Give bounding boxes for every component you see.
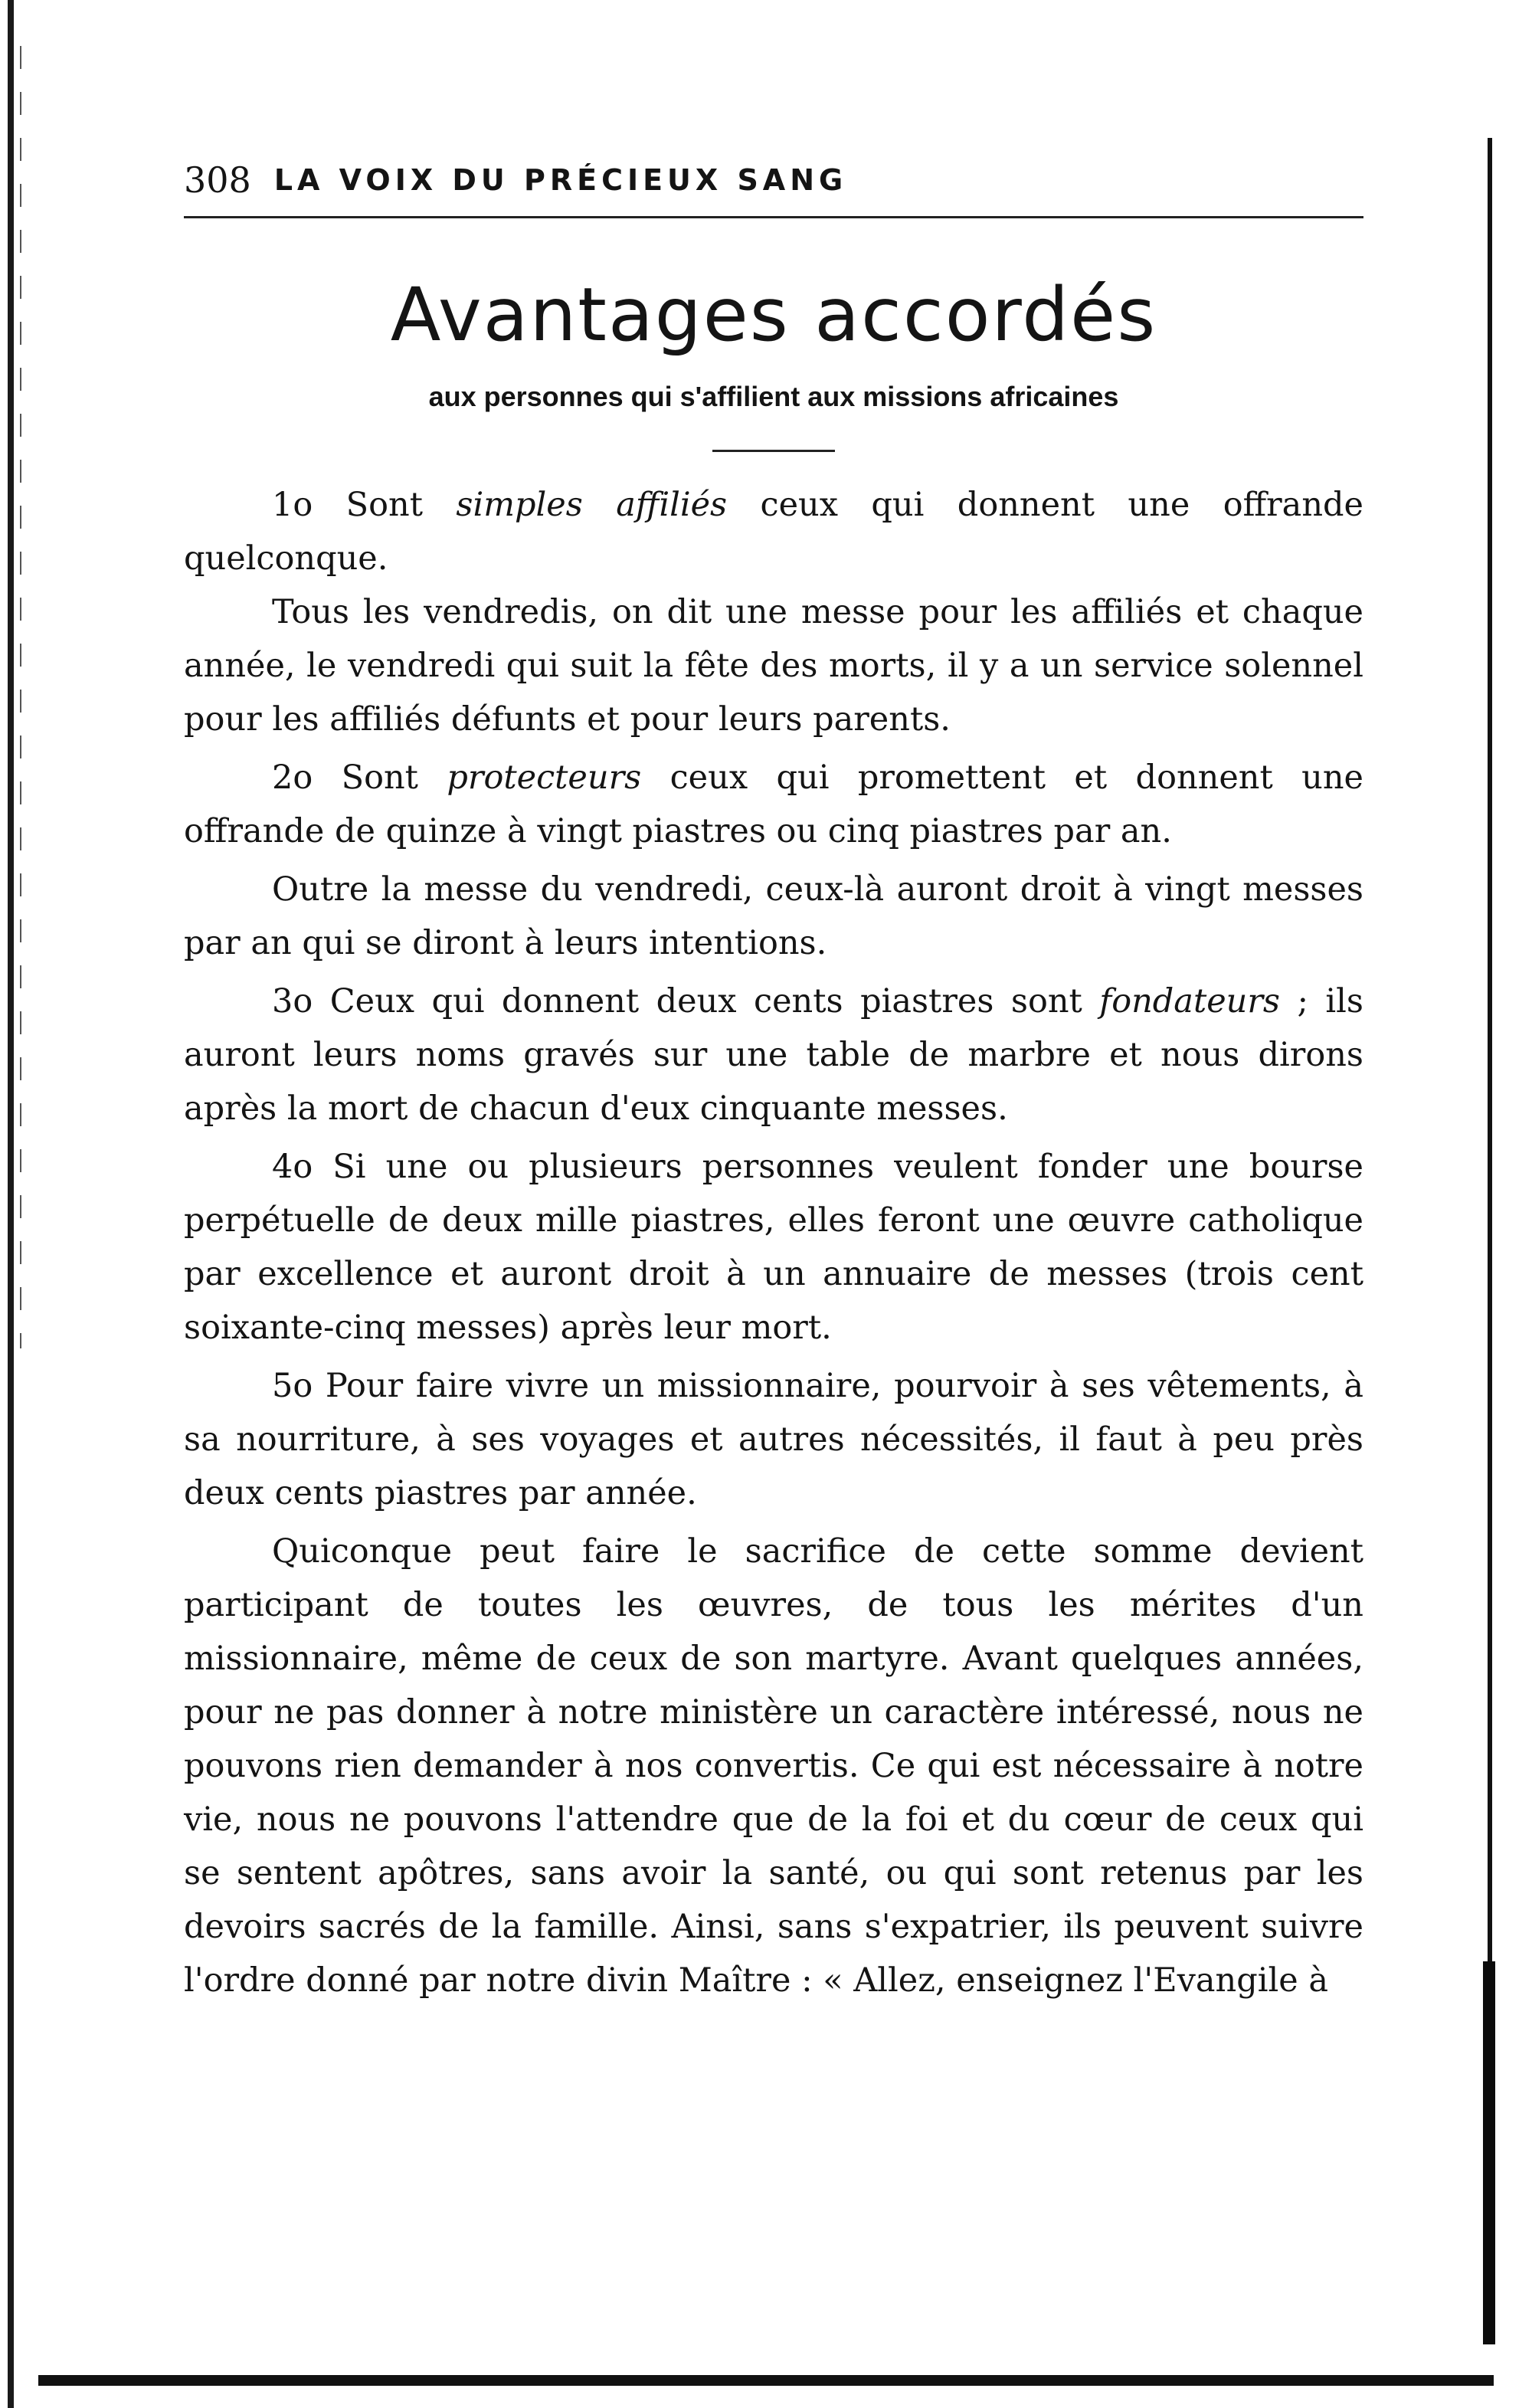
paragraph-1: 1o Sont simples affiliés ceux qui donnent une offrande quelconque. xyxy=(184,486,1363,578)
paragraph-3: 2o Sont protecteurs ceux qui promettent et donnent une offrande de quinze à vingt piastres ou cinq piastres par an. xyxy=(184,758,1363,850)
scan-edge-left xyxy=(8,0,14,2408)
paragraph-5: 3o Ceux qui donnent deux cents piastres sont fondateurs ; ils auront leurs noms gravés sur une table de marbre et nous dirons après la mort de chacun d'eux cinquante messes. xyxy=(184,982,1363,1128)
title-rule xyxy=(712,450,835,452)
paragraph-8: Quiconque peut faire le sacrifice de cette somme devient participant de toutes les œuvres, de tous les mérites d'un missionnaire, même de ceux de son martyre. Avant quelques années, pour ne pas donner à notre ministère un caractère intéressé, nous ne pouvons rien demander à nos convertis. Ce qui est nécessaire à notre vie, nous ne pouvons l'attendre que de la foi et du cœur de ceux qui se sentent apôtres, sans avoir la santé, ou qui sont retenus par les devoirs sacrés de la famille. Ainsi, sans s'expatrier, ils peuvent suivre l'ordre donné par notre divin Maître : « Allez, enseignez l'Evangile à xyxy=(184,1532,1363,2000)
emphasis-simples-affilies: simples affiliés xyxy=(456,486,728,524)
scan-edge-right-shadow xyxy=(1483,1961,1495,2344)
body-text xyxy=(184,478,1363,2007)
book-page xyxy=(184,153,1363,2007)
section-title: Avantages accordés xyxy=(390,272,1157,358)
scan-edge-bottom xyxy=(38,2375,1494,2386)
scan-edge-left-marks xyxy=(20,46,21,1348)
paragraph-7: 5o Pour faire vivre un missionnaire, pourvoir à ses vêtements, à sa nourriture, à ses voyages et autres nécessités, il faut à peu près deux cents piastres par année. xyxy=(184,1367,1363,1512)
section-subtitle: aux personnes qui s'affilient aux missions africaines xyxy=(428,381,1119,412)
emphasis-fondateurs: fondateurs xyxy=(1099,982,1280,1021)
paragraph-6: 4o Si une ou plusieurs personnes veulent fonder une bourse perpétuelle de deux mille piastres, elles feront une œuvre catholique par excellence et auront droit à un annuaire de messes (trois cent soixante-cinq messes) après leur mort. xyxy=(184,1148,1363,1347)
running-title: LA VOIX DU PRÉCIEUX SANG xyxy=(273,163,848,197)
emphasis-protecteurs: protecteurs xyxy=(447,758,642,797)
paragraph-4: Outre la messe du vendredi, ceux-là auront droit à vingt messes par an qui se diront à leurs intentions. xyxy=(184,870,1363,962)
page-header xyxy=(184,153,1363,218)
page-number: 308 xyxy=(184,159,251,201)
paragraph-2: Tous les vendredis, on dit une messe pour les affiliés et chaque année, le vendredi qui suit la fête des morts, il y a un service solennel pour les affiliés défunts et pour leurs parents. xyxy=(184,593,1363,739)
